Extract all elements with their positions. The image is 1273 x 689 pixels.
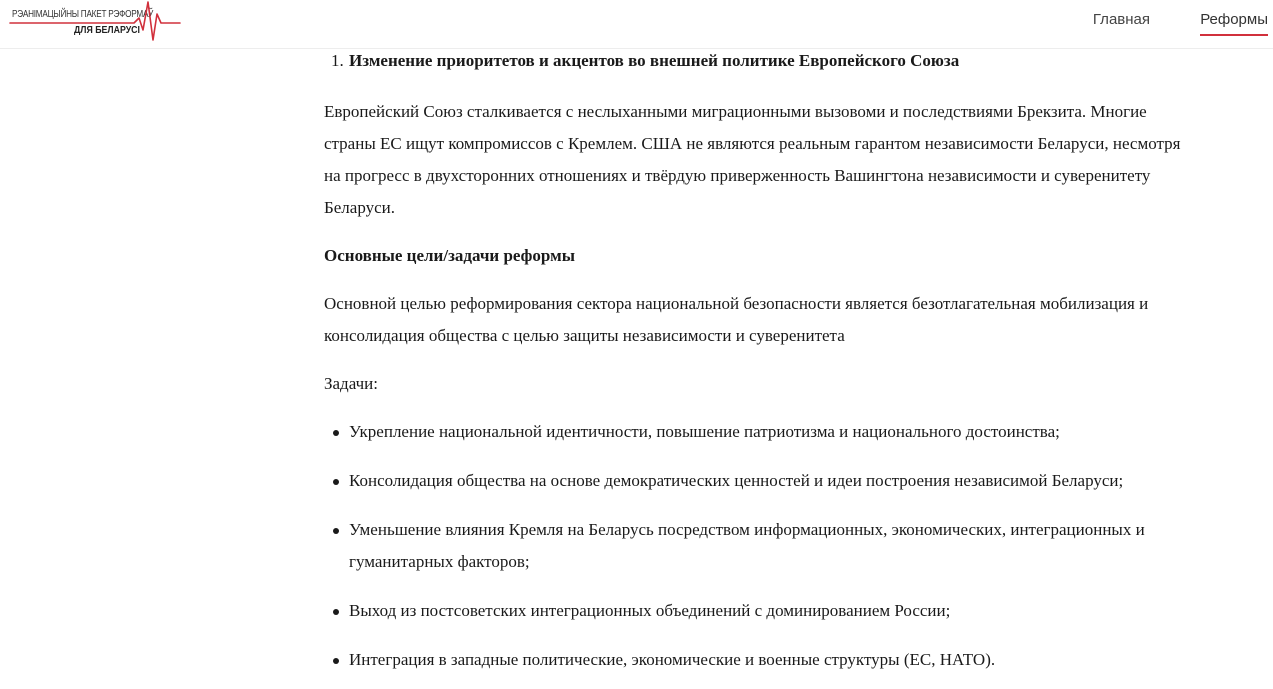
logo-line2: ДЛЯ БЕЛАРУСІ bbox=[74, 25, 140, 36]
bullet-icon bbox=[333, 479, 339, 485]
bullet-icon bbox=[333, 658, 339, 664]
nav-home-link[interactable]: Главная bbox=[1092, 11, 1150, 28]
paragraph-main-goal: Основной целью реформирования сектора национальной безопасности является безотлагательная мобилизация и консолидация общества с целью защиты независимости и суверенитета bbox=[324, 294, 1149, 345]
task-text: Интеграция в западные политические, экономические и военные структуры (ЕС, НАТО). bbox=[349, 650, 996, 669]
logo-line1: РЭАНІМАЦЫЙНЫ ПАКЕТ РЭФОРМАЎ bbox=[12, 9, 154, 20]
tasks-label: Задачи: bbox=[324, 374, 378, 393]
list-item bbox=[324, 465, 1194, 497]
list-item bbox=[324, 416, 1194, 448]
ordered-list-item bbox=[324, 49, 1194, 73]
bullet-icon bbox=[333, 609, 339, 615]
article-content bbox=[324, 49, 1194, 689]
site-logo[interactable] bbox=[8, 0, 184, 44]
nav-active-underline bbox=[1200, 34, 1268, 36]
site-header bbox=[0, 0, 1273, 49]
task-text: Уменьшение влияния Кремля на Беларусь посредством информационных, экономических, интеграционных и гуманитарных факторов; bbox=[349, 520, 1145, 571]
ordered-list bbox=[324, 49, 1194, 73]
bullet-icon bbox=[333, 528, 339, 534]
goals-heading: Основные цели/задачи реформы bbox=[324, 246, 575, 265]
list-item bbox=[324, 514, 1194, 578]
tasks-list bbox=[324, 416, 1194, 676]
task-text: Укрепление национальной идентичности, повышение патриотизма и национального достоинства; bbox=[349, 422, 1060, 441]
task-text: Консолидация общества на основе демократических ценностей и идеи построения независимой Беларуси; bbox=[349, 471, 1124, 490]
bullet-icon bbox=[333, 430, 339, 436]
heartbeat-pulse-icon bbox=[8, 0, 184, 44]
ordered-item-text: Изменение приоритетов и акцентов во внешней политике Европейского Союза bbox=[349, 51, 960, 70]
task-text: Выход из постсоветских интеграционных объединений с доминированием России; bbox=[349, 601, 951, 620]
main-nav bbox=[973, 0, 1273, 48]
nav-reforms-link[interactable]: Реформы bbox=[1200, 11, 1268, 28]
paragraph-context: Европейский Союз сталкивается с неслыханными миграционными вызовоми и последствиями Брекзита. Многие страны ЕС ищут компромиссов с Кремлем. США не являются реальным гарантом независимости Беларуси, несмотря на прогресс в двухсторонних отношениях и твёрдую приверженность Вашингтона независимости и суверенитету Беларуси. bbox=[324, 102, 1181, 217]
list-number: 1. bbox=[331, 51, 344, 70]
list-item bbox=[324, 644, 1194, 676]
list-item bbox=[324, 595, 1194, 627]
